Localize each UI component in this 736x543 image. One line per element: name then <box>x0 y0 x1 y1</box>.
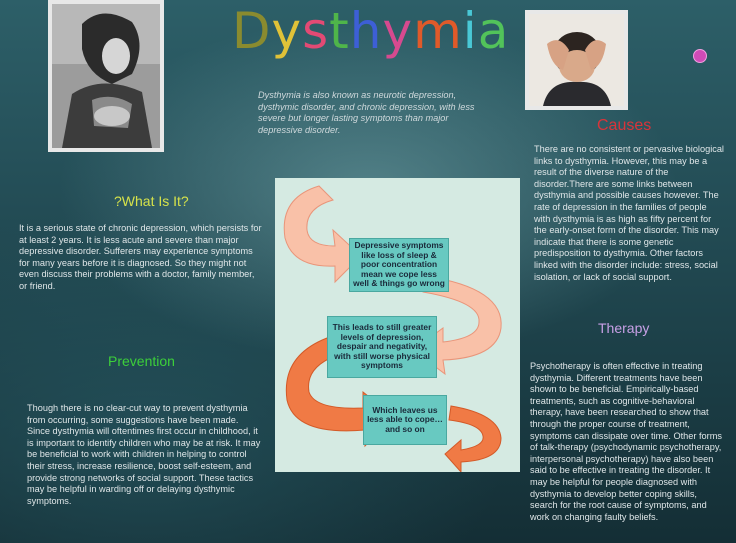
title-letter: a <box>477 2 510 60</box>
title-letter: m <box>413 2 463 60</box>
title-letter: y <box>271 2 303 60</box>
title-letter: h <box>349 2 383 60</box>
title-letter: y <box>382 2 414 60</box>
what-is-it-heading: ?What Is It? <box>114 193 189 209</box>
heart-icon[interactable] <box>693 49 707 63</box>
title-letter: t <box>329 2 350 60</box>
photo-stressed-boy <box>525 10 628 110</box>
cycle-box-cope: Which leaves us less able to cope… and so on <box>363 395 447 445</box>
cycle-arrow-bottom <box>445 406 501 472</box>
intro-text: Dysthymia is also known as neurotic depression, dysthymic disorder, and chronic depression, with less severe but longer lasting symptoms than major depressive disorder. <box>258 90 475 135</box>
page-title <box>232 2 509 60</box>
causes-text: There are no consistent or pervasive biological links to dysthymia. However, this may be a result of the diverse nature of the disorder.There are some links between dysthymia and possible causes however. The rate of depression in the families of people with dysthymia is as high as fifty percent for the early-onset form of the disorder. This may indicate that there is some genetic predisposition to dysthymia. Other factors linked with the disorder include: stress, social isolation, or lack of social support. <box>534 144 724 282</box>
prevention-heading: Prevention <box>108 353 175 369</box>
prevention-text: Though there is no clear-cut way to prevent dysthymia from occurring, some suggestions have been made. Since dysthymia will oftentimes first occur in childhood, it is important to identify children who may be at risk. It may be beneficial to work with children in helping to control their stress, increase resilience, boost self-esteem, and provide strong networks of social support. These tactics may be helpful in warding off or delaying dysthymic symptoms. <box>27 403 261 506</box>
title-letter: D <box>232 2 272 60</box>
cycle-box-depression: This leads to still greater levels of depression, despair and negativity, with still worse physical symptoms <box>327 316 437 378</box>
therapy-text: Psychotherapy is often effective in treating dysthymia. Different treatments have been shown to be beneficial. Empirically-based treatments, such as cognitive-behavioral therapy, have been researched to show that through the proper course of treatment, symptoms can dissipate over time. Other forms of talk-therapy (psychodynamic psychotherapy, interpersonal psychotherapy) have also been said to be effective in treating the disorder. It may be helpful for people diagnosed with dysthymia to develop better coping skills, search for the root cause of symptoms, and work on changing faulty beliefs. <box>530 361 722 522</box>
cycle-box-symptoms: Depressive symptoms like loss of sleep & poor concentration mean we cope less well & things go wrong <box>349 238 449 292</box>
depression-cycle-diagram <box>275 178 520 472</box>
causes-heading: Causes <box>597 117 652 134</box>
what-is-it-text: It is a serious state of chronic depression, which persists for at least 2 years. It is less acute and severe than major depressive disorder. Sufferers may experience symptoms for many years before it is diagnosed. So they might not even discuss their problems with a doctor, family member, or friend. <box>19 223 262 291</box>
title-letter: s <box>302 2 330 60</box>
photo-sad-woman <box>48 0 164 152</box>
therapy-heading: Therapy <box>598 320 650 336</box>
title-letter: i <box>462 2 478 60</box>
